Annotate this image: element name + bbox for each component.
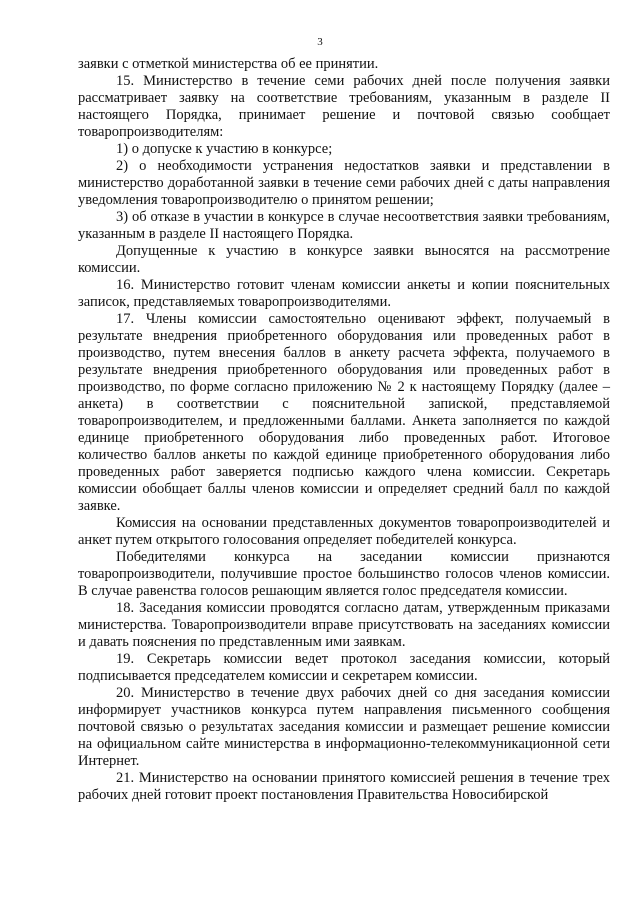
paragraph: 20. Министерство в течение двух рабочих дней со дня заседания комиссии информирует участников конкурса путем направления письменного сообщения почтовой связью о результатах заседания комиссии и размещает решение комиссии на официальном сайте министерства в информационно-телекоммуникационной сети Интернет. [78, 685, 610, 769]
document-body [78, 56, 610, 804]
paragraph: 15. Министерство в течение семи рабочих дней после получения заявки рассматривает заявку на соответствие требованиям, указанным в разделе II настоящего Порядка, принимает решение и почтовой связью сообщает товаропроизводителям: [78, 73, 610, 140]
page-number: 3 [317, 36, 323, 48]
list-item: 2) о необходимости устранения недостатков заявки и представлении в министерство доработанной заявки в течение семи рабочих дней с даты направления уведомления товаропроизводителю о принятом решении; [78, 158, 610, 208]
paragraph: 16. Министерство готовит членам комиссии анкеты и копии пояснительных записок, представляемых товаропроизводителями. [78, 277, 610, 310]
paragraph: 21. Министерство на основании принятого комиссией решения в течение трех рабочих дней готовит проект постановления Правительства Новосибирской [78, 770, 610, 803]
paragraph: Комиссия на основании представленных документов товаропроизводителей и анкет путем открытого голосования определяет победителей конкурса. [78, 515, 610, 548]
paragraph: Победителями конкурса на заседании комиссии признаются товаропроизводители, получившие простое большинство голосов членов комиссии. В случае равенства голосов решающим является голос председателя комиссии. [78, 549, 610, 599]
list-item: 1) о допуске к участию в конкурсе; [116, 141, 333, 157]
paragraph: 18. Заседания комиссии проводятся согласно датам, утвержденным приказами министерства. Товаропроизводители вправе присутствовать на заседаниях комиссии и давать пояснения по представленным ими заявкам. [78, 600, 610, 650]
paragraph: заявки с отметкой министерства об ее принятии. [78, 56, 379, 72]
paragraph: 19. Секретарь комиссии ведет протокол заседания комиссии, который подписывается председателем комиссии и секретарем комиссии. [78, 651, 610, 684]
paragraph: 17. Члены комиссии самостоятельно оценивают эффект, получаемый в результате внедрения приобретенного оборудования или проведенных работ в производство, путем внесения баллов в анкету расчета эффекта, получаемого в результате внедрения приобретенного оборудования или проведенных работ в производство, по форме согласно приложению № 2 к настоящему Порядку (далее – анкета) в соответствии с пояснительной запиской, представляемой товаропроизводителем, и предложенными баллами. Анкета заполняется по каждой единице приобретенного оборудования либо проведенных работ. Итоговое количество баллов анкеты по каждой единице приобретенного оборудования либо проведенных работ заверяется подписью каждого члена комиссии. Секретарь комиссии обобщает баллы членов комиссии и определяет средний балл по каждой заявке. [78, 311, 610, 514]
paragraph: Допущенные к участию в конкурсе заявки выносятся на рассмотрение комиссии. [78, 243, 610, 276]
list-item: 3) об отказе в участии в конкурсе в случае несоответствия заявки требованиям, указанным в разделе II настоящего Порядка. [78, 209, 610, 242]
